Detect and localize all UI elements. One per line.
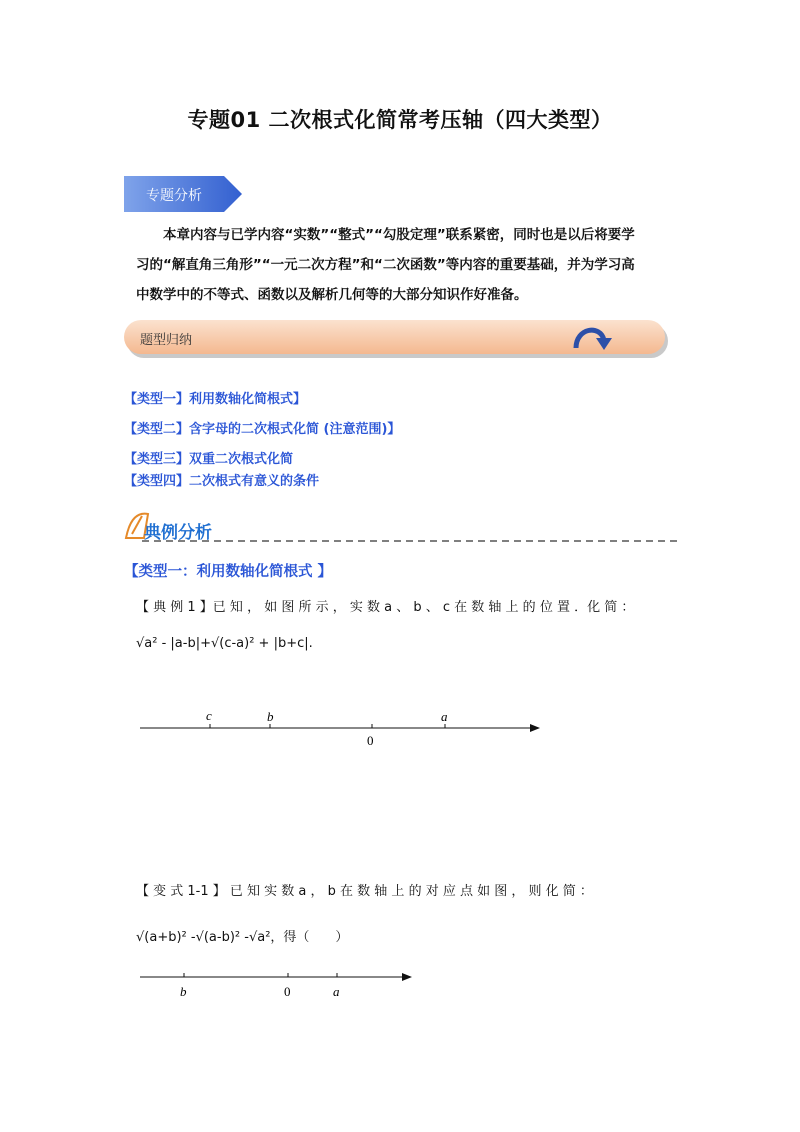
rounded-banner-icon bbox=[124, 320, 670, 360]
example-1-formula: √a² - |a-b|+√(c-a)² + |b+c|. bbox=[136, 636, 313, 651]
variant-1-1-text: 【 变 式 1-1 】 已 知 实 数 a ， b 在 数 轴 上 的 对 应 点 如 图 ， 则 化 简 ： bbox=[136, 884, 593, 899]
axis-label-zero: 0 bbox=[367, 733, 374, 748]
axis2-label-a: a bbox=[333, 984, 340, 999]
type-item-3: 【类型三】双重二次根式化简 bbox=[124, 452, 294, 467]
intro-line-2: 习的“解直角三角形”“一元二次方程”和“二次函数”等内容的重要基础，并为学习高 bbox=[136, 257, 635, 273]
type-item-4: 【类型四】二次根式有意义的条件 bbox=[124, 474, 320, 489]
type-item-1: 【类型一】利用数轴化简根式】 bbox=[124, 392, 307, 407]
axis-label-b: b bbox=[267, 709, 274, 724]
number-line-1 bbox=[130, 700, 550, 756]
intro-line-1: 本章内容与已学内容“实数”“整式”“勾股定理”联系紧密，同时也是以后将要学 bbox=[163, 227, 635, 243]
example-analysis-label: 典例分析 bbox=[144, 523, 212, 543]
axis2-label-zero: 0 bbox=[284, 984, 291, 999]
example-analysis-header bbox=[120, 508, 680, 544]
page-title: 专题01 二次根式化简常考压轴（四大类型） bbox=[187, 108, 613, 132]
axis2-label-b: b bbox=[180, 984, 187, 999]
intro-line-3: 中数学中的不等式、函数以及解析几何等的大部分知识作好准备。 bbox=[136, 287, 528, 303]
number-line-2 bbox=[130, 962, 420, 1008]
axis-label-c: c bbox=[206, 708, 212, 723]
analysis-banner-label: 专题分析 bbox=[146, 188, 202, 204]
variant-1-1-formula: √(a+b)² -√(a-b)² -√a²，得（ ） bbox=[136, 930, 349, 945]
induction-banner bbox=[124, 320, 670, 356]
axis-label-a: a bbox=[441, 709, 448, 724]
intro-paragraph bbox=[136, 220, 684, 310]
example-1-text: 【 典 例 1 】已 知 ， 如 图 所 示 ， 实 数 a 、 b 、 c 在 数 轴 上 的 位 置 ．化 简 ： bbox=[136, 600, 635, 615]
type-item-2: 【类型二】含字母的二次根式化简 (注意范围)】 bbox=[124, 422, 401, 437]
induction-banner-label: 题型归纳 bbox=[140, 333, 193, 348]
analysis-banner bbox=[124, 176, 242, 212]
section-1-title: 【类型一：利用数轴化简根式 】 bbox=[124, 564, 333, 580]
